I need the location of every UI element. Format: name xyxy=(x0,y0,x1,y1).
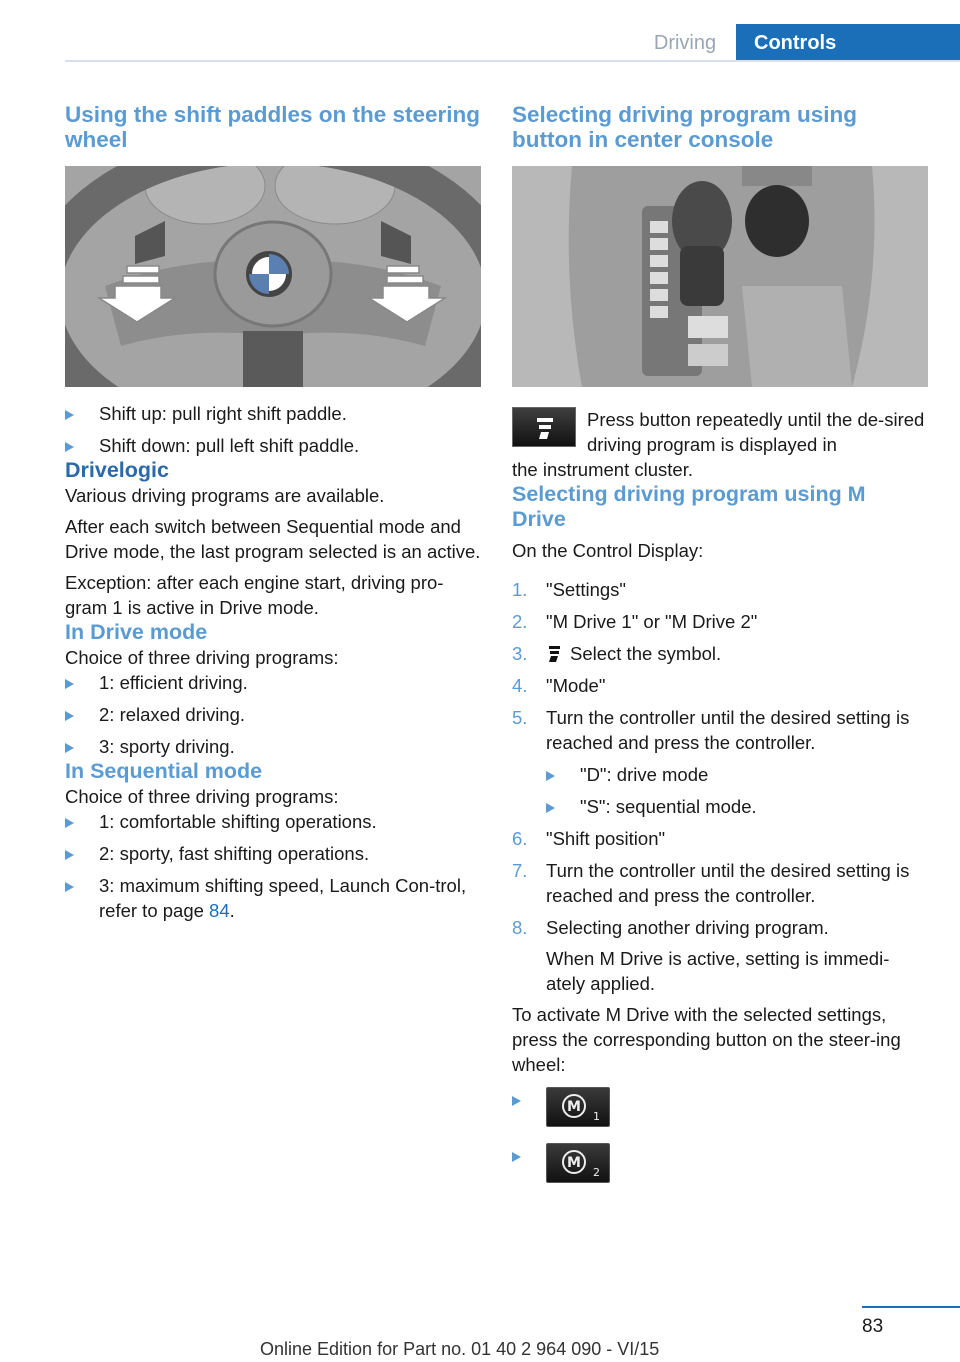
header-divider xyxy=(65,60,960,62)
step-item: 5. Turn the controller until the desired setting is reached and press the controller. "D": drive mode "S": sequential mode. xyxy=(512,705,928,819)
m1-button-icon xyxy=(546,1087,610,1127)
list-item-text: 3: maximum shifting speed, Launch Con‐trol, refer to page xyxy=(99,875,467,921)
drivelogic-text-3: Exception: after each engine start, driving pro‐gram 1 is active in Drive mode. xyxy=(65,572,444,618)
drive-mode-list xyxy=(65,670,481,759)
mode-sublist xyxy=(546,762,928,819)
m-button-list xyxy=(512,1087,928,1185)
step-item: 2. "M Drive 1" or "M Drive 2" xyxy=(512,611,758,632)
steering-wheel-photo xyxy=(65,166,481,387)
list-item xyxy=(512,1143,928,1185)
list-item: "D": drive mode xyxy=(546,762,928,787)
list-item: 2: relaxed driving. xyxy=(65,702,481,727)
step-item: 4. "Mode" xyxy=(512,675,606,696)
sequential-mode-list xyxy=(65,809,481,923)
svg-text:M: M xyxy=(567,1155,581,1171)
list-item: 1: comfortable shifting operations. xyxy=(65,809,481,834)
step-item: 3. Select the symbol. xyxy=(512,643,722,664)
step-item: 6. "Shift position" xyxy=(512,828,666,849)
control-display-intro: On the Control Display: xyxy=(512,540,704,561)
edition-text: Online Edition for Part no. 01 40 2 964 090 - VI/15 xyxy=(260,1339,660,1359)
footer-divider xyxy=(862,1306,960,1308)
left-column xyxy=(65,102,481,923)
button-instruction-text: Press button repeatedly until the de‐sired driving program is displayed in xyxy=(587,409,925,455)
tab-driving[interactable]: Driving xyxy=(653,31,717,54)
step-item: 8. Selecting another driving program. When M Drive is active, setting is immedi‐ately applied. xyxy=(512,915,928,996)
step-item: 7. Turn the controller until the desired setting is reached and press the controller. xyxy=(512,860,910,906)
drivelogic-text-2: After each switch between Sequential mode and Drive mode, the last program selected is an active. xyxy=(65,516,481,562)
m-drive-steps xyxy=(512,577,928,996)
list-item: Shift down: pull left shift paddle. xyxy=(65,433,481,458)
list-item: 3: sporty driving. xyxy=(65,734,481,759)
list-item: Shift up: pull right shift paddle. xyxy=(65,401,481,433)
page-number: 83 xyxy=(862,1316,884,1337)
list-item-end: . xyxy=(229,900,235,921)
section-title-center-console: Selecting driving program using button in center console xyxy=(512,102,858,152)
drivelogic-text-1: Various driving programs are available. xyxy=(65,485,385,506)
tab-controls[interactable]: Controls xyxy=(736,24,960,62)
m-drive-symbol-icon xyxy=(546,644,562,662)
m2-button-icon xyxy=(546,1143,610,1183)
page-link[interactable]: 84 xyxy=(209,900,230,921)
paddle-list xyxy=(65,401,481,458)
m2-button-label: 2 xyxy=(593,1166,600,1179)
button-instruction-text-2: the instrument cluster. xyxy=(512,459,693,480)
step-note: When M Drive is active, setting is immedi‐ately applied. xyxy=(546,948,890,994)
list-item: 2: sporty, fast shifting operations. xyxy=(65,841,481,866)
sequential-mode-intro: Choice of three driving programs: xyxy=(65,786,339,807)
driving-program-button-icon xyxy=(512,407,576,447)
list-item xyxy=(65,873,481,923)
drivelogic-heading: Drivelogic xyxy=(65,458,169,482)
section-title-shift-paddles: Using the shift paddles on the steering wheel xyxy=(65,102,481,152)
m1-button-label: 1 xyxy=(593,1110,600,1123)
svg-text:M: M xyxy=(567,1099,581,1115)
drive-mode-heading: In Drive mode xyxy=(65,620,208,644)
list-item xyxy=(512,1087,928,1129)
list-item: "S": sequential mode. xyxy=(546,794,928,819)
drive-mode-intro: Choice of three driving programs: xyxy=(65,647,339,668)
list-item: 1: efficient driving. xyxy=(65,670,481,695)
center-console-photo xyxy=(512,166,928,387)
right-column xyxy=(512,102,928,1185)
step-item: 1. "Settings" xyxy=(512,579,626,600)
m-drive-heading: Selecting driving program using M Drive xyxy=(512,482,866,531)
button-instruction xyxy=(512,407,928,482)
activate-m-drive-text: To activate M Drive with the selected settings, press the corresponding button on the steer‐ing wheel: xyxy=(512,1004,901,1075)
sequential-mode-heading: In Sequential mode xyxy=(65,759,263,783)
